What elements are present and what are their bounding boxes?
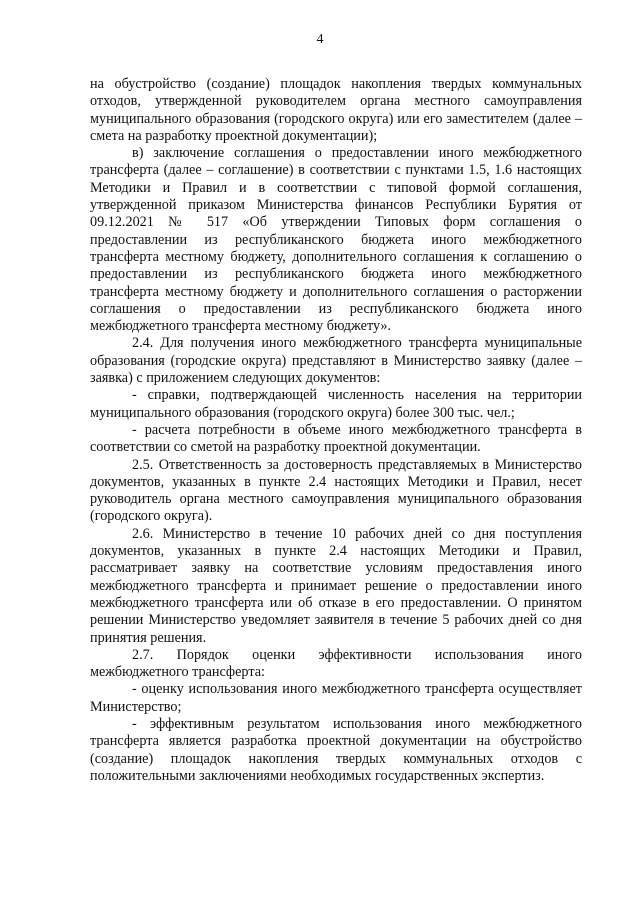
paragraph-2-4-certificate: - справки, подтверждающей численность населения на территории муниципального образования (городского округа) более 300 тыс. чел.; — [90, 387, 582, 421]
paragraph-2-4: 2.4. Для получения иного межбюджетного трансферта муниципальные образования (городские округа) представляют в Министерство заявку (далее – заявка) с приложением следующих документов: — [90, 335, 582, 387]
paragraph-smeta-continuation: на обустройство (создание) площадок накопления твердых коммунальных отходов, утвержденной руководителем органа местного самоуправления муниципального образования (городского округа) или его заместителем (далее – смета на разработку проектной документации); — [90, 76, 582, 144]
paragraph-item-v-agreement: в) заключение соглашения о предоставлении иного межбюджетного трансферта (далее – соглашение) в соответствии с пунктами 1.5, 1.6 настоящих Методики и Правил и в соответствии с типовой формой соглашения, утвержденной приказом Министерства финансов Республики Бурятия от 09.12.2021 № 517 «Об утверждении Типовых форм соглашения о предоставлении из республиканского бюджета иного межбюджетного трансферта местному бюджету, дополнительного соглашения к соглашению о предоставлении из республиканского бюджета иного межбюджетного трансферта местному бюджету и дополнительного соглашения о расторжении соглашения о предоставлении из республиканского бюджета иного межбюджетного трансферта местному бюджету». — [90, 145, 582, 335]
paragraph-2-6: 2.6. Министерство в течение 10 рабочих дней со дня поступления документов, указанных в пункте 2.4 настоящих Методики и Правил, рассматривает заявку на соответствие условиям предоставления иного межбюджетного трансферта и принимает решение о предоставлении иного межбюджетного трансферта или об отказе в его предоставлении. О принятом решении Министерство уведомляет заявителя в течение 5 рабочих дней со дня принятия решения. — [90, 525, 582, 646]
page-number: 4 — [316, 32, 324, 47]
document-body — [90, 76, 582, 785]
paragraph-2-7-assessment: - оценку использования иного межбюджетного трансферта осуществляет Министерство; — [90, 681, 582, 715]
paragraph-2-7: 2.7. Порядок оценки эффективности использования иного межбюджетного трансферта: — [90, 646, 582, 681]
paragraph-2-7-result: - эффективным результатом использования иного межбюджетного трансферта является разработка проектной документации на обустройство (создание) площадок накопления твердых коммунальных отходов с положительными заключениями необходимых государственных экспертиз. — [90, 715, 582, 784]
paragraph-2-5: 2.5. Ответственность за достоверность представляемых в Министерство документов, указанных в пункте 2.4 настоящих Методики и Правил, несет руководитель органа местного самоуправления муниципального образования (городского округа). — [90, 456, 582, 525]
paragraph-2-4-calculation: - расчета потребности в объеме иного межбюджетного трансферта в соответствии со сметой на разработку проектной документации. — [90, 421, 582, 456]
